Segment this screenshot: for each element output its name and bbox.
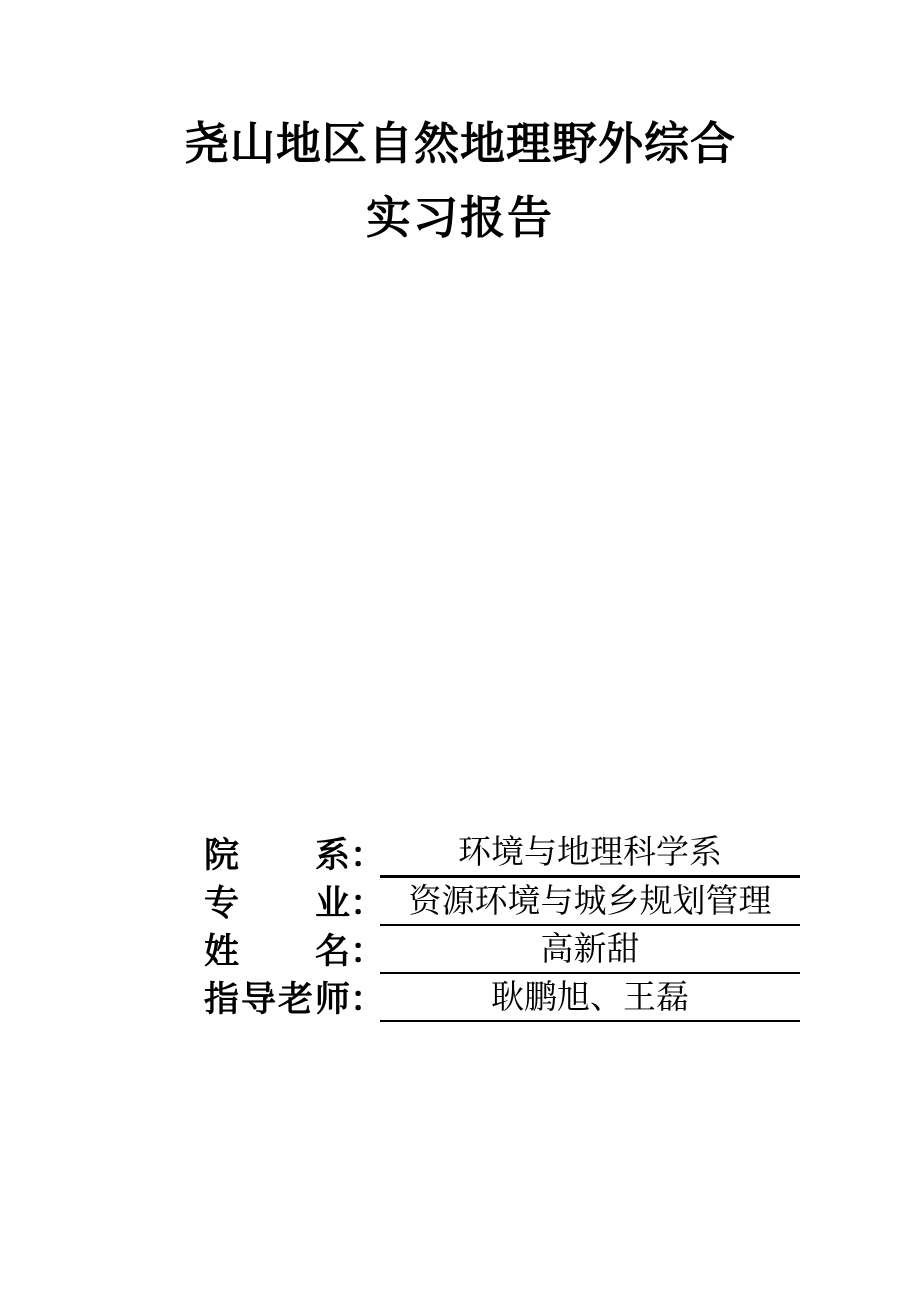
field-value-name: 高新甜: [380, 928, 800, 974]
field-colon-advisor: ：: [350, 980, 386, 1019]
field-value-advisor: 耿鹏旭、王磊: [380, 976, 800, 1022]
field-colon-department: ：: [350, 836, 386, 875]
field-value-department: 环境与地理科学系: [380, 831, 800, 878]
field-colon-major: ：: [350, 884, 386, 923]
field-row-department: [204, 830, 800, 878]
report-title: [0, 0, 920, 244]
field-row-name: [204, 926, 800, 974]
field-label-name: 姓名: [204, 932, 350, 971]
field-value-major: 资源环境与城乡规划管理: [380, 880, 800, 926]
field-row-major: [204, 878, 800, 926]
title-line-1: 尧山地区自然地理野外综合: [183, 119, 736, 169]
field-row-advisor: [204, 974, 800, 1022]
title-line-2: 实习报告: [365, 193, 554, 243]
cover-form: [204, 830, 800, 1022]
field-label-major: 专业: [204, 884, 350, 923]
field-colon-name: ：: [350, 932, 386, 971]
field-label-department: 院系: [204, 836, 350, 875]
field-label-advisor: 指导老师: [204, 980, 350, 1019]
